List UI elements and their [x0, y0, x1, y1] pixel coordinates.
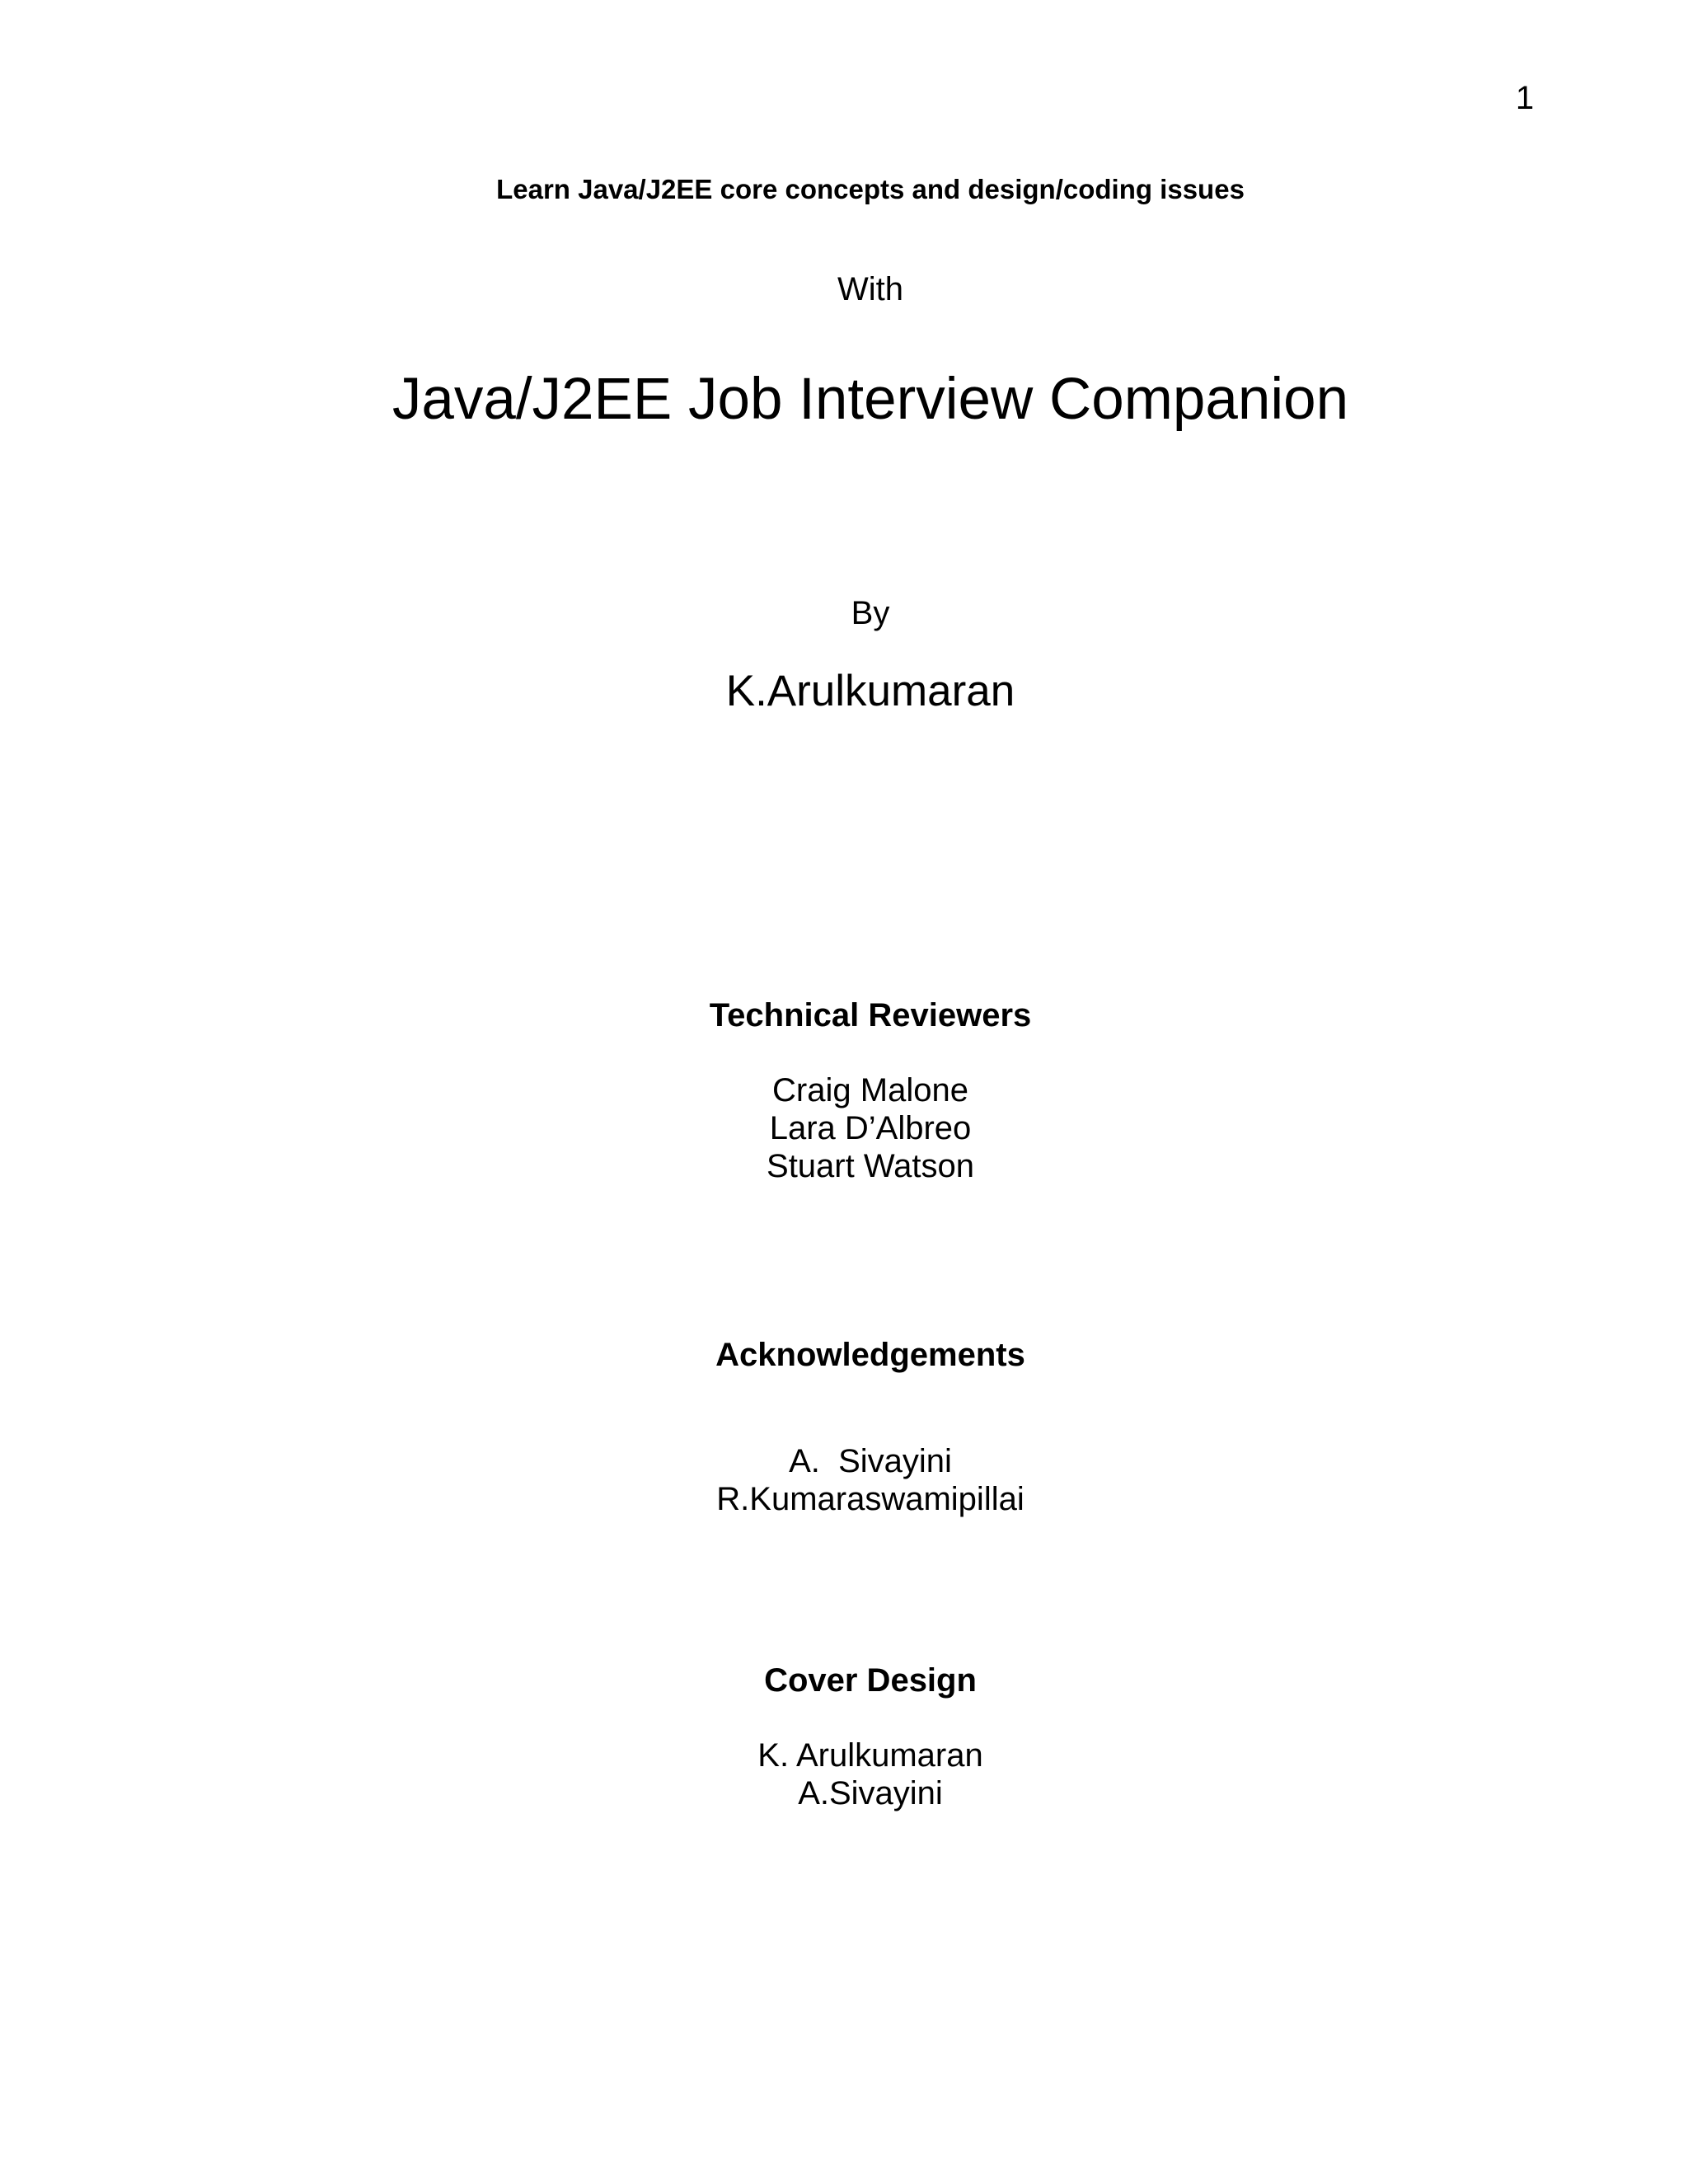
cover-designer-name: K. Arulkumaran — [757, 1737, 983, 1774]
reviewer-name: Craig Malone — [772, 1072, 968, 1108]
acknowledged-name: R.Kumaraswamipillai — [716, 1481, 1025, 1517]
by-text: By — [851, 595, 890, 631]
author-name: K.Arulkumaran — [725, 667, 1015, 715]
technical-reviewers-heading: Technical Reviewers — [709, 997, 1032, 1033]
acknowledgements-heading: Acknowledgements — [715, 1337, 1025, 1373]
acknowledgements-list — [0, 1442, 1688, 1518]
reviewer-name: Stuart Watson — [767, 1148, 974, 1184]
cover-design-list — [0, 1736, 1688, 1812]
reviewer-name: Lara D’Albreo — [769, 1110, 972, 1146]
page-number: 1 — [1515, 80, 1535, 116]
with-text: With — [837, 271, 903, 307]
book-title: Java/J2EE Job Interview Companion — [392, 367, 1349, 432]
cover-design-heading: Cover Design — [764, 1662, 977, 1699]
cover-designer-name: A.Sivayini — [798, 1775, 943, 1811]
acknowledged-name: A. Sivayini — [789, 1443, 952, 1479]
book-subtitle: Learn Java/J2EE core concepts and design/coding issues — [496, 174, 1245, 204]
technical-reviewers-list — [0, 1071, 1688, 1185]
